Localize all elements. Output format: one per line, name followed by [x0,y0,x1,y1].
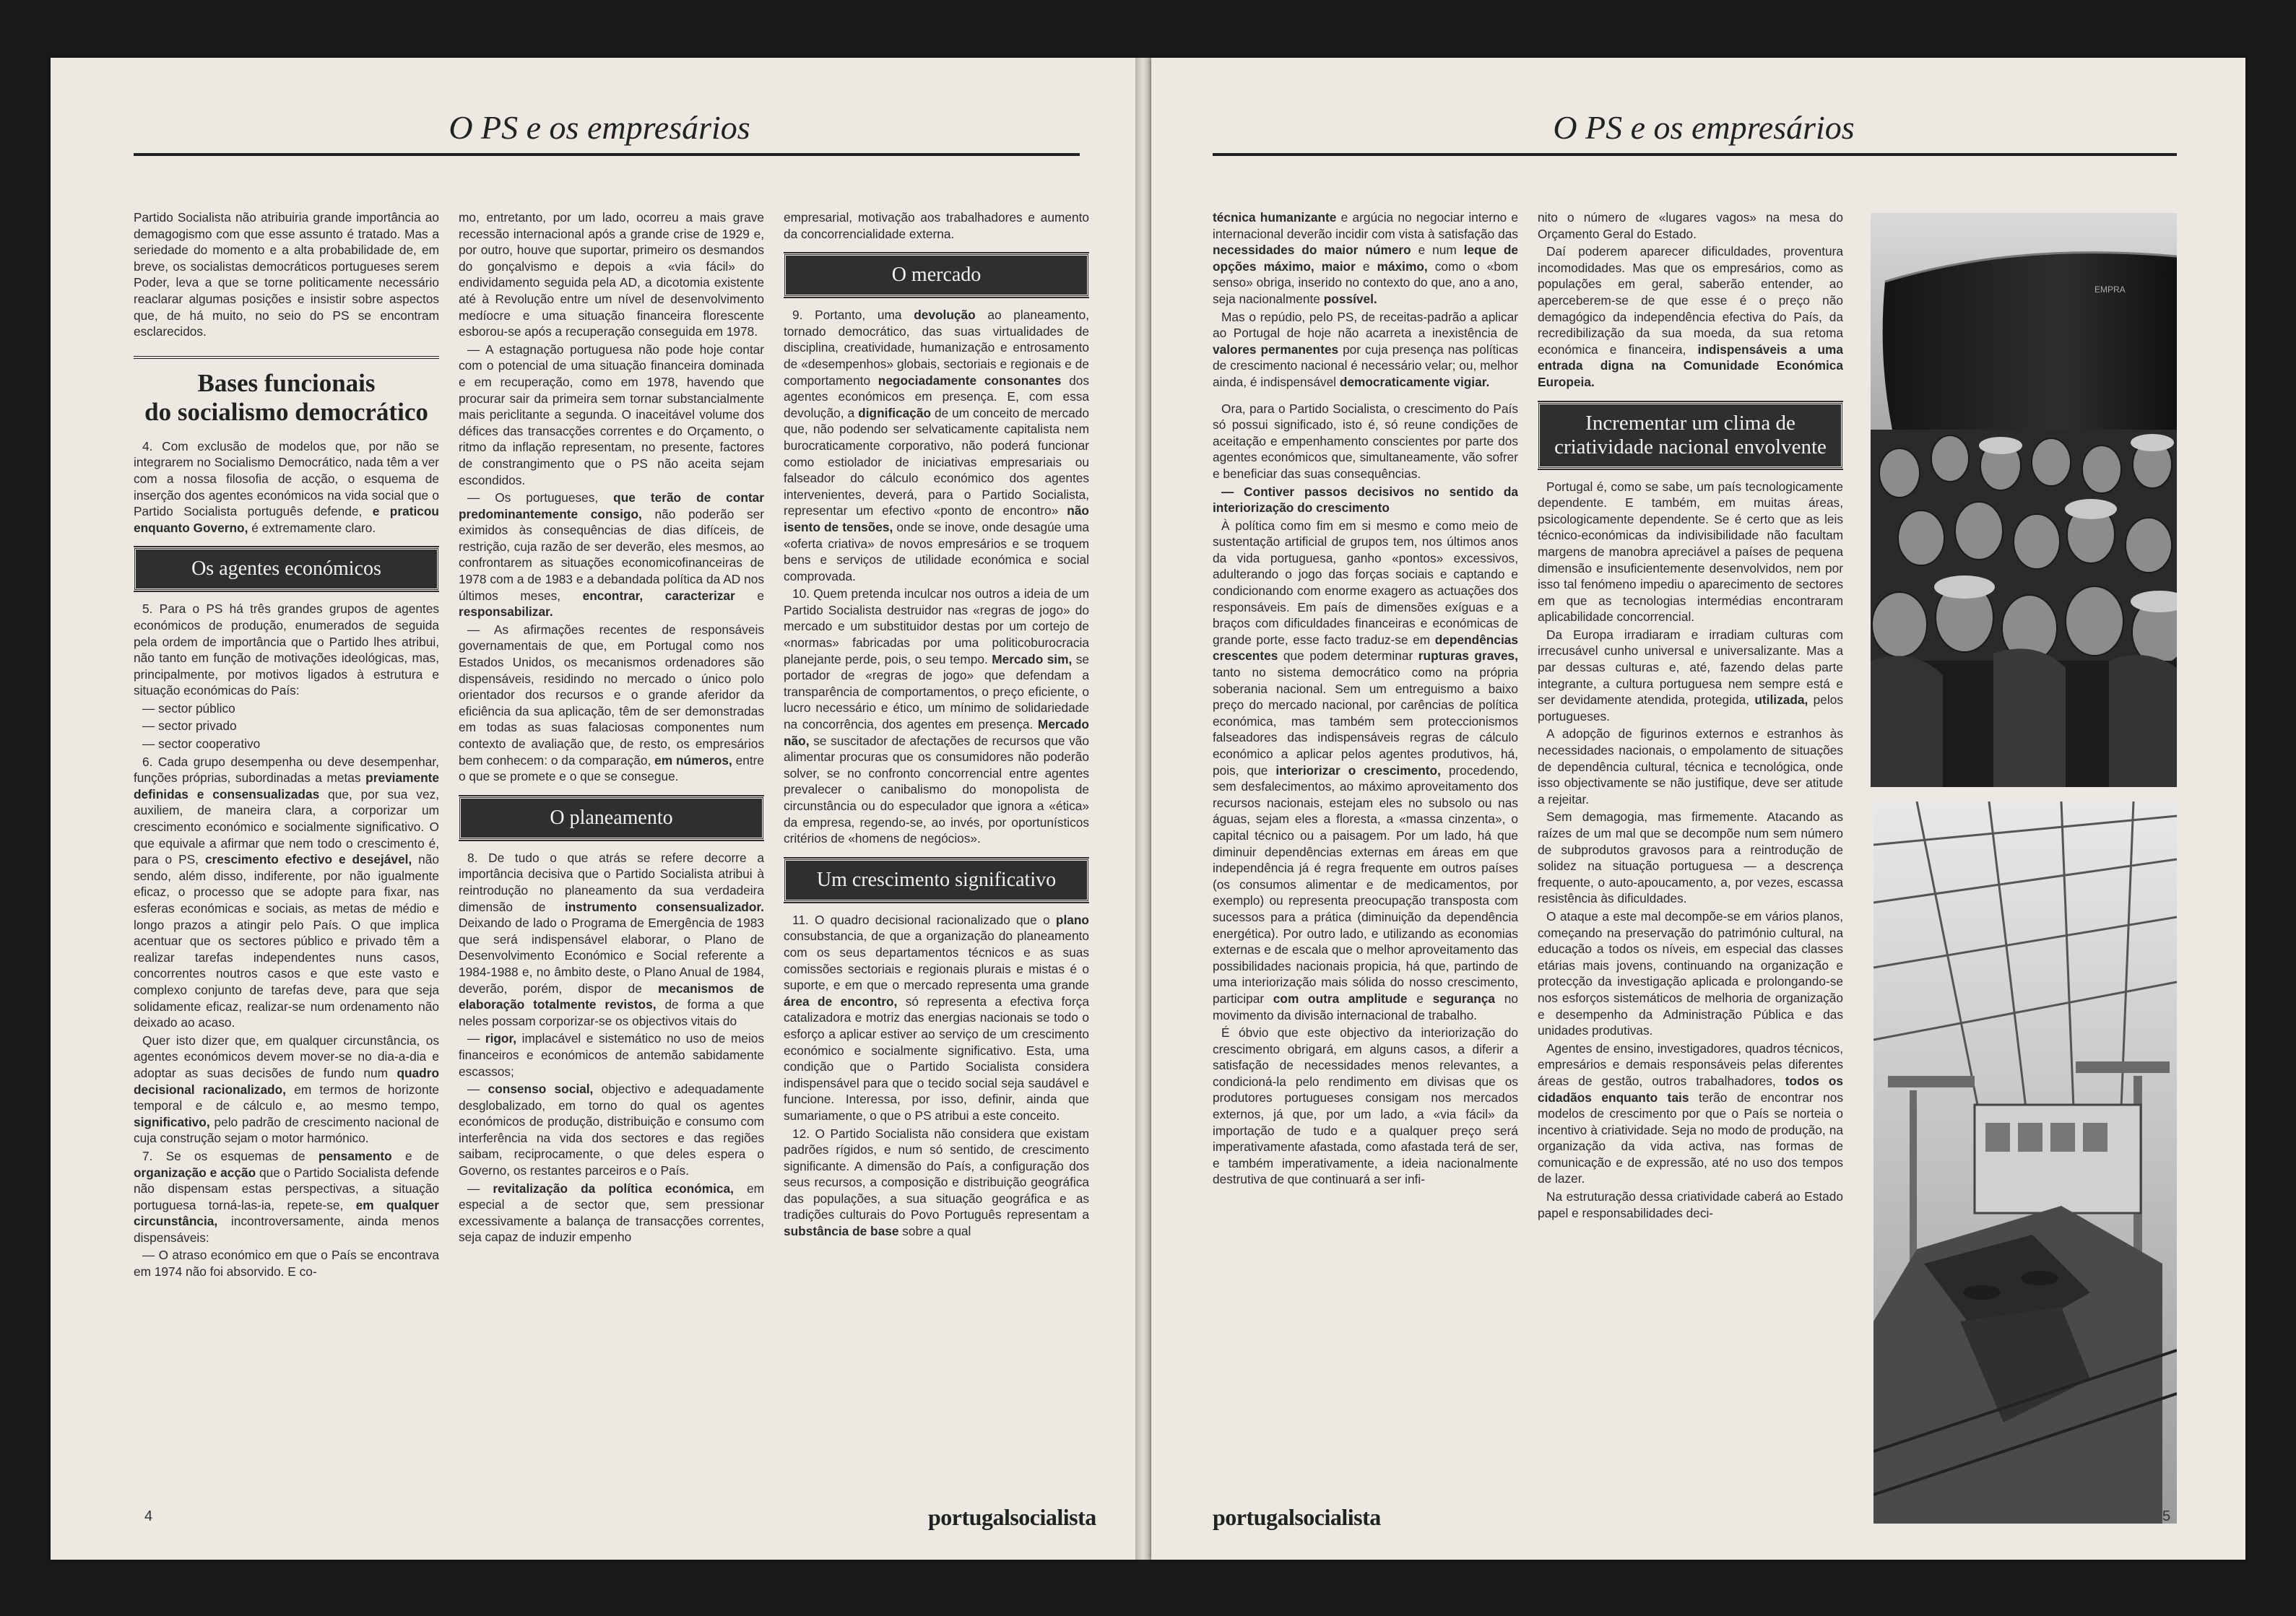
paragraph: Daí poderem aparecer dificuldades, proventura incomodidades. Mas que os empresários, como as populações em geral, saberão entender, ao aperceberem-se de que esse é o preço não demagógico da independência efectiva do País, da recredibilização da sua moeda, da sua retoma económica e financeira, indispensáveis a uma entrada digna na Comunidade Económica Europeia. [1538,244,1843,389]
paragraph: Sem demagogia, mas firmemente. Atacando as raízes de um mal que se decompõe num sem número de subprodutos gravosos para a reintrodução de solidez na situação portuguesa — a descrença frequente, o auto-apoucamento, a, por vezes, escassa resistência às dificuldades. [1538,809,1843,906]
paragraph: A adopção de figurinos externos e estranhos às necessidades nacionais, o empolamento de situações de dependência cultural, técnica e tecnológica, onde isso objectivamente se não justifique, deve ser atitude a rejeitar. [1538,726,1843,807]
paragraph: — O atraso económico em que o País se encontrava em 1974 não foi absorvido. E co- [134,1248,439,1280]
paragraph: 10. Quem pretenda inculcar nos outros a ideia de um Partido Socialista destruidor nas «regras de jogo» do mercado e um substituidor destas por um cortejo de «normas» fabricadas por uma politicoburocracia planejante perde, pois, o seu tempo. Mercado sim, se portador de «regras de jogo» que defendam a transparência de comportamentos, o preço eficiente, o lucro necessário e ético, um mínimo de solidariedade na concorrência, dos agentes em presença. Mercado não, se suscitador de afectações de recursos que vão alimentar procuras que os consumidores não poderão solver, se no confronto concorrencial entre agentes prevalecer o canibalismo do monopolista de circunstância ou do especulador que ignora a «ética» da empresa, regendo-se, ao invés, por oportunísticos critérios de «homens de negócios». [784,586,1089,846]
photo-factory-hall [1873,802,2177,1524]
page-number-left: 4 [144,1508,153,1524]
paragraph: mo, entretanto, por um lado, ocorreu a mais grave recessão internacional após a grande crise de 1929 e, por outro, houve que suportar, primeiro os desmandos do gonçalvismo e depois a «via fácil» do endividamento seguida pela AD, a dicotomia existente até à Revolução entre um nível de desenvolvimento medíocre e uma situação financeira florescente esborou-se após a recuperação conseguida em 1978. [459,210,764,339]
paragraph: Partido Socialista não atribuiria grande importância ao demagogismo com que esse assunto é tratado. Mas a seriedade do momento e a alta probabilidade de, em breve, os socialistas democráticos portugueses serem Poder, leva a que se torne politicamente necessário reaclarar algumas posições e insistir sobre aspectos que, de há muito, no seio do PS se encontram esclarecidos. [134,210,439,339]
paragraph: O ataque a este mal decompõe-se em vários planos, começando na preservação do património cultural, na educação a todos os níveis, em especial das classes etárias mais jovens, continuando na organização e protecção da investigação aplicada e prolongando-se nos esforços sistemáticos de melhoria de organização e desempenho da Administração Pública e das unidades produtivas. [1538,908,1843,1038]
list-item: — sector privado [142,718,237,734]
left-page [51,58,1135,1560]
ship-hull-label: EMPRA [2094,284,2126,295]
paragraph: Na estruturação dessa criatividade caberá ao Estado papel e responsabilidades deci- [1538,1189,1843,1220]
paragraph: empresarial, motivação aos trabalhadores e aumento da concorrencialidade externa. [784,210,1089,241]
paragraph: — As afirmações recentes de responsáveis governamentais de que, em Portugal como nos Estados Unidos, os mecanismos ordenadores são dispensáveis, residindo no mercado o único polo orientador dos recursos e o grande aferidor da eficiência da sua aplicação, têm de ser demonstradas em todas as suas falaciosas componentes num contexto de avaliação que, de resto, os empresários bem conhecem: o da comparação, em números, entre o que se promete e o que se consegue. [459,622,764,784]
paragraph: — rigor, implacável e sistemático no uso de meios financeiros e económicos de antemão sabidamente escassos; [459,1031,764,1079]
section-title [134,356,439,427]
photo-workers-ship [1871,213,2177,787]
box-title-mercado: O mercado [784,253,1089,297]
paragraph: Da Europa irradiaram e irradiam culturas com irrecusável cunho universal e universalizante. Mas a par dessas culturas e, até, fazendo delas parte integrante, a cultura portuguesa nem sempre está e ser devidamente atendida, protegida, utilizada, pelos portugueses. [1538,627,1843,724]
paragraph: À política como fim em si mesmo e como meio de sustentação artificial de grupos tem, nos últimos anos da vida portuguesa, ganho «pontos» excessivos, adulterando o jogo das forças sociais e captando e condicionando com enorme exagero as actuações dos responsáveis. Em país de dimensões exíguas e a braços com dificuldades financeiras e económicas de grande porte, esse facto traduz-se em dependências crescentes que podem determinar rupturas graves, tanto no sistema democrático como na própria soberania nacional. Sem um entreguismo a baixo preço do mercado nacional, por carências de política económica, mas também sem proteccionismos falseadores das indispensáveis regras de cálculo económico a aplicar pelos agentes produtivos, há, pois, que interiorizar o crescimento, procedendo, sem desfalecimentos, ao máximo aproveitamento dos recursos nacionais, estejam eles no subsolo ou nas águas, sejam eles a floresta, a «massa cinzenta», o capital técnico ou a paisagem. Por um lado, há que diminuir dependências externas em áreas em que independência já é regra frequente em outros países (os consumos alimentar e de medicamentos, por exemplo) ou representa preocupação transposta com sucessos para a prática (diminuição da dependência energética). Por outro lado, e utilizando as economias externas e de escala que o melhor aproveitamento das possibilidades nacionais propicia, há que, partindo de uma interiorização mais sólida do nosso crescimento, participar com outra amplitude e segurança no movimento da divisão internacional de trabalho. [1213,518,1518,1022]
left-column-3 [784,209,1089,1524]
brand-logo-right: portugalsocialista [1213,1504,1381,1530]
right-header-rule [1213,153,2177,156]
paragraph: 8. De tudo o que atrás se refere decorre a importância decisiva que o Partido Socialista atribui à reintrodução no planeamento da sua verdadeira dimensão de instrumento consensualizador. Deixando de lado o Programa de Emergência de 1983 que será indispensável elaborar, o Plano de Desenvolvimento Económico e Social referente a 1984-1988 e, no âmbito deste, o Plano Anual de 1984, deverão, porém, dispor de mecanismos de elaboração totalmente revistos, de forma a que neles possam corporizar-se os objectivos vitais do [459,850,764,1028]
paragraph: — consenso social, objectivo e adequadamente desglobalizado, em torno do qual os agentes económicos de produção, distribuição e consumo com interferência na vida dos sectores e das regiões saibam, reciprocamente, o que deles espera o Governo, os restantes parceiros e o País. [459,1082,764,1178]
paragraph: Agentes de ensino, investigadores, quadros técnicos, empresários e demais responsáveis pelas diferentes áreas de gestão, outros trabalhadores, todos os cidadãos enquanto tais terão de encontrar nos modelos de crescimento por que o País se norteia o incentivo à criatividade. Seja no modo de produção, na organização da vida activa, nas formas de comunicação e de expressão, até no uso dos tempos de lazer. [1538,1041,1843,1186]
paragraph: nito o número de «lugares vagos» na mesa do Orçamento Geral do Estado. [1538,210,1843,241]
paragraph: — Contiver passos decisivos no sentido da interiorização do crescimento [1213,484,1518,516]
book-spine [1135,58,1151,1560]
paragraph: 5. Para o PS há três grandes grupos de agentes económicos de produção, enumerados de seguida pela ordem de importância que o Partido lhes atribui, não tanto em função de motivações ideológicas, mas, principalmente, por motivos ligados à estrutura e situação económicas do País: [134,601,439,698]
paragraph: 6. Cada grupo desempenha ou deve desempenhar, funções próprias, subordinadas a metas previamente definidas e consensualizadas que, por sua vez, auxiliem, de maneira clara, a corporizar um crescimento económico e socialmente significativo. O que equivale a afirmar que nem todo o crescimento é, para o PS, crescimento efectivo e desejável, não sendo, além disso, indiferente, por não igualmente eficaz, o processo que se adopte para fixar, nas esferas económicas e sociais, as metas de médio e longo prazos a atingir pelo País. O que implica acentuar que os sectores público e privado têm a realizar tarefas independentes nuns casos, concorrentes noutros casos e que este vasto e complexo conjunto de tarefas deve, para que seja solidamente eficaz, realizar-se num ordenamento não deixado ao acaso. [134,754,439,1030]
paragraph: — revitalização da política económica, em especial a de sector que, sem pressionar excessivamente a balança de transacções correntes, seja capaz de induzir empenho [459,1181,764,1245]
list-item: — sector cooperativo [142,737,261,752]
paragraph: 12. O Partido Socialista não considera que existam padrões rígidos, e num só sentido, de crescimento significante. A dimensão do País, a configuração dos seus recursos, a composição e distribuição geográfica das populações, a sua situação geográfica e as tradições culturais do Povo Português representam a substância de base sobre a qual [784,1126,1089,1239]
section-title-line-1: Bases funcionais [197,368,376,397]
left-page-header: O PS e os empresários [449,109,750,146]
paragraph: É óbvio que este objectivo da interiorização do crescimento obrigará, em alguns casos, a diferir a satisfação de necessidades menos relevantes, a condicioná-la pelo rendimento em divisas que os produtores portugueses consigam nos mercados externos, já que, por um lado, a «via fácil» da importação de tudo e a qualquer preço será imperativamente afastada, como afastada terá de ser, e também imperativamente, a ideia nacionalmente destrutiva de que continuará a ser infi- [1213,1025,1518,1187]
page-number-right: 5 [2162,1508,2171,1524]
left-column-1 [134,209,439,1524]
left-header-rule [134,153,1080,156]
box-title-crescimento: Um crescimento significativo [784,859,1089,902]
paragraph: 9. Portanto, uma devolução ao planeamento, tornado democrático, das suas virtualidades de disciplina, creatividade, humanização e entrosamento de «desempenhos» globais, sectoriais e regionais e de comportamento negociadamente consonantes dos agentes económicos em presença. E, com essa devolução, a dignificação de um conceito de mercado que, não podendo ser selvaticamente capitalista nem burocraticamente corporativo, não poderá funcionar como estiolador de iniciativas empresariais ou falseador do cálculo económico dos agentes intervenientes, deverá, para o Partido Socialista, representar um efectivo «ponto de encontro» não isento de tensões, onde se inove, onde desagúe uma «oferta criativa» de novos empresários e se troquem bens e serviços de utilidade económica e social comprovada. [784,308,1089,583]
paragraph: técnica humanizante e argúcia no negociar interno e internacional deverão incidir com vista à satisfação das necessidades do maior número e num leque de opções máximo, maior e máximo, como o «bom senso» obriga, inserido no contexto do que, ano a ano, seja nacionalmente possível. [1213,210,1518,306]
paragraph: Ora, para o Partido Socialista, o crescimento do País só possui significado, isto é, só reune condições de aceitação e empenhamento conscientes por parte dos agentes económicos que, simultaneamente, vão sofrer e beneficiar das suas consequências. [1213,401,1518,481]
paragraph: Quer isto dizer que, em qualquer circunstância, os agentes económicos devem mover-se no dia-a-dia e adoptar as suas decisões de fundo num quadro decisional racionalizado, em termos de horizonte temporal e de cálculo e, ao mesmo tempo, significativo, pelo padrão de crescimento nacional de cuja construção sejam o motor harmónico. [134,1033,439,1146]
paragraph: — Os portugueses, que terão de contar predominantemente consigo, não poderão ser eximidos às consequências de dias difíceis, de restrição, cuja razão de ser deverão, eles mesmos, ao confrontarem as situações economicofinanceiras de 1978 com a de 1983 e a debandada política da AD nos últimos meses, encontrar, caracterizar e responsabilizar. [459,490,764,620]
paragraph: 7. Se os esquemas de pensamento e de organização e acção que o Partido Socialista defende não dispensam estas perspectivas, a situação portuguesa torná-las-ia, repete-se, em qualquer circunstância, incontroversamente, ainda menos dispensáveis: [134,1148,439,1245]
paragraph: Portugal é, como se sabe, um país tecnologicamente dependente. E também, em muitas áreas, psicologicamente dependente. Se é certo que as leis técnico-económicas da indivisibilidade não facultam margens de manobra apreciável a países de pequena dimensão e insuficientemente desenvolvidos, nem por isso tal fenómeno impediu o aparecimento de sectores em que as tecnologias intermédias encontraram aplicabilidade concorrencial. [1538,479,1843,625]
right-page [1151,58,2245,1560]
box-title-planeamento: O planeamento [459,796,764,840]
factory-photo-image [1873,802,2177,1524]
section-title-line-2: do socialismo democrático [144,397,428,426]
box-title-agentes: Os agentes económicos [134,547,439,591]
right-page-header: O PS e os empresários [1553,109,1855,146]
left-column-2 [459,209,764,1524]
workers-photo-image [1871,213,2177,787]
paragraph: — A estagnação portuguesa não pode hoje contar com o potencial de uma situação financeira dominada e em recuperação, como em 1978, havendo que procurar sair da primeira sem tornar substancialmente mais periclitante a segunda. O inaceitável volume dos défices das transacções correntes e do Orçamento, o ritmo da inflação representam, no presente, factores de constrangimento que o PS não aceita sejam escondidos. [459,342,764,487]
paragraph: 11. O quadro decisional racionalizado que o plano consubstancia, de que a organização do planeamento com os seus departamentos técnicos e as suas comissões sectoriais e regionais plurais e mistas é o suporte, e em que o mercado representa uma grande área de encontro, só representa a efectiva força catalizadora e motriz das energias nacionais se todo o esforço a aplicar estiver ao serviço de um crescimento económico e socialmente significativo. Esta, uma condição que o Partido Socialista considera indispensável para que o tecido social seja saudável e funcione. Interessa, por isso, definir, ainda que sumariamente, o que o PS atribui a este conceito. [784,912,1089,1123]
paragraph: Mas o repúdio, pelo PS, de receitas-padrão a aplicar ao Portugal de hoje não acarreta a inexistência de valores permanentes por cuja presença nas políticas de crescimento nacional é necessário velar; ou, melhor ainda, é indispensável democraticamente vigiar. [1213,309,1518,389]
paragraph: 4. Com exclusão de modelos que, por não se integrarem no Socialismo Democrático, nada têm a ver com a nossa filosofia de acção, o esquema de inserção dos agentes económicos na vida social que o Partido Socialista português defende, e praticou enquanto Governo, é extremamente claro. [134,438,439,535]
list-item: — sector público [142,700,235,716]
right-column-2 [1538,209,1843,1524]
box-title-criatividade: Incrementar um clima de criatividade nacional envolvente [1538,402,1843,469]
right-column-1 [1213,209,1518,1524]
brand-logo-left: portugalsocialista [928,1504,1096,1530]
